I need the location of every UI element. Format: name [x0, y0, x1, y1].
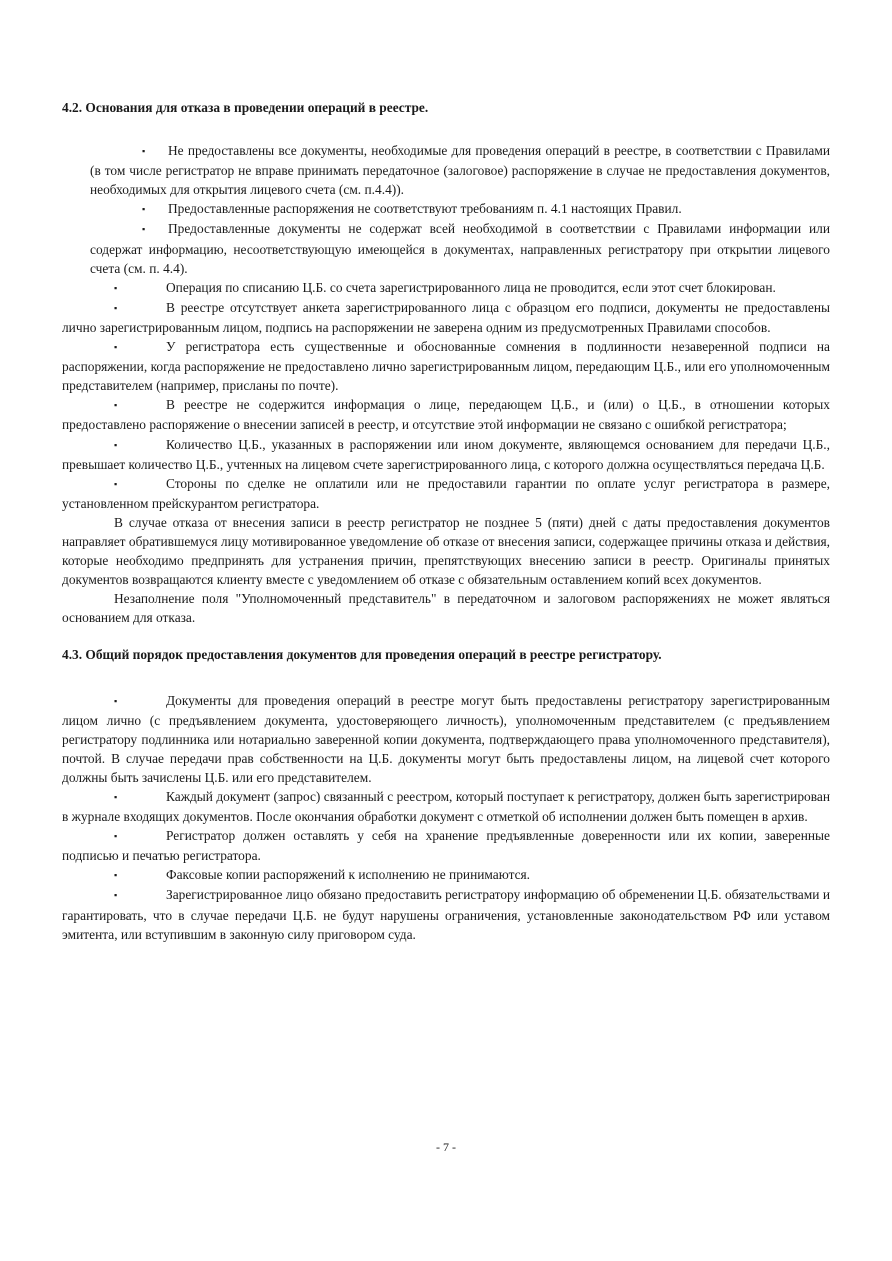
bullet-paragraph [62, 435, 830, 474]
bullet-paragraph [62, 787, 830, 826]
bullet-paragraph [62, 219, 830, 277]
bullet-marker: ▪ [114, 400, 118, 411]
bullet-paragraph [62, 395, 830, 434]
bullet-marker: ▪ [114, 792, 118, 802]
bullet-marker: ▪ [114, 282, 118, 293]
paragraph-text: Количество Ц.Б., указанных в распоряжении или ином документе, являющемся основанием для передачи Ц.Б., превышает количество Ц.Б., учтенных на лицевом счете зарегистрированного лица, с которого должна осуществляться передача Ц.Б. [62, 436, 830, 472]
paragraph-text: Регистратор должен оставлять у себя на хранение предъявленные доверенности или их копии, заверенные подписью и печатью регистратора. [62, 828, 830, 864]
bullet-marker: ▪ [114, 342, 118, 353]
section-heading-4-2: 4.2. Основания для отказа в проведении операций в реестре. [62, 100, 429, 115]
bullet-paragraph [62, 298, 830, 337]
paragraph-text: Стороны по сделке не оплатили или не предоставили гарантии по оплате услуг регистратора в размере, установленном прейскурантом регистратора. [62, 475, 830, 511]
paragraph-text: Документы для проведения операций в реестре могут быть предоставлены регистратору зарегистрированным лицом лично (с предъявлением документа, удостоверяющего личность), уполномоченным представителем (с предъявлением регистратору подлинника или нотариально заверенной копии документа, подтверждающего права уполномоченного представителя), почтой. В случае передачи прав собственности на Ц.Б. документы могут быть предоставлены лицом, на лицевой счет которого должны быть зачислены Ц.Б. или его представителем. [62, 692, 830, 785]
bullet-marker: ▪ [114, 478, 118, 489]
bullet-marker: ▪ [142, 224, 146, 235]
bullet-marker: ▪ [114, 439, 118, 450]
bullet-paragraph [62, 199, 830, 219]
bullet-marker: ▪ [114, 695, 118, 706]
body-paragraph: В случае отказа от внесения записи в реестр регистратор не позднее 5 (пяти) дней с даты предоставления документов направляет обратившемуся лицу мотивированное уведомление об отказе от внесения записи, содержащее причины отказа и действия, которые необходимо предпринять для устранения причин, препятствующих внесению записи в реестр. Оригиналы принятых документов возвращаются клиенту вместе с уведомлением об отказе с обязательным оставлением копий всех документов. [62, 514, 831, 588]
bullet-paragraph [62, 474, 830, 513]
paragraph-text: Факсовые копии распоряжений к исполнению не принимаются. [166, 867, 531, 883]
bullet-paragraph [62, 691, 830, 787]
paragraph-text: У регистратора есть существенные и обоснованные сомнения в подлинности незаверенной подписи на распоряжении, когда распоряжение не предоставлено лично зарегистрированным лицом, передающим Ц.Б., или его уполномоченным представителем (например, присланы по почте). [62, 339, 830, 394]
bullet-paragraph [62, 278, 830, 298]
paragraph-text: Операция по списанию Ц.Б. со счета зарегистрированного лица не проводится, если этот счет блокирован. [166, 279, 776, 295]
paragraph-text: Предоставленные распоряжения не соответствуют требованиям п. 4.1 настоящих Правил. [168, 201, 682, 217]
bullet-marker: ▪ [114, 870, 118, 881]
paragraph-text: Каждый документ (запрос) связанный с реестром, который поступает к регистратору, должен быть зарегистрирован в журнале входящих документов. После окончания обработки документ с отметкой об исполнении должен быть помещен в архив. [62, 789, 830, 825]
paragraph-text: Предоставленные документы не содержат всей необходимой в соответствии с Правилами информации или содержат информацию, несоответствующую имеющейся в документах, направленных регистратору при открытии лицевого счета (см. п. 4.4). [90, 221, 830, 276]
bullet-marker: ▪ [114, 302, 118, 313]
body-paragraph: Незаполнение поля "Уполномоченный представитель" в передаточном и залоговом распоряжениях не может являться основанием для отказа. [62, 591, 830, 626]
page-number: - 7 - [436, 1140, 456, 1154]
bullet-marker: ▪ [114, 831, 118, 842]
section-spacer [62, 627, 830, 645]
paragraph-text: В реестре не содержится информация о лице, передающем Ц.Б., и (или) о Ц.Б., в отношении которых предоставлено распоряжение о внесении записей в реестр, и отсутствие этой информации не связано с ошибкой регистратора; [62, 397, 830, 433]
page-content [62, 98, 830, 944]
paragraph-text: Зарегистрированное лицо обязано предоставить регистратору информацию об обременении Ц.Б. обязательствами и гарантировать, что в случае передачи Ц.Б. не будут нарушены ограничения, установленные законодательством РФ или уставом эмитента, или вступившим в законную силу приговором суда. [62, 887, 830, 942]
bullet-paragraph [62, 885, 830, 943]
paragraph-text: Не предоставлены все документы, необходимые для проведения операций в реестре, в соответствии с Правилами (в том числе регистратор не вправе принимать передаточное (залоговое) распоряжение в случае не предоставления документов, необходимых для открытия лицевого счета (см. п.4.4)). [90, 143, 830, 198]
section-heading-4-3: 4.3. Общий порядок предоставления документов для проведения операций в реестре регистратору. [62, 647, 662, 663]
paragraph-text: В реестре отсутствует анкета зарегистрированного лица с образцом его подписи, документы не предоставлены лично зарегистрированным лицом, подпись на распоряжении не заверена одним из предусмотренных Правилами способов. [62, 299, 830, 335]
bullet-paragraph [62, 337, 830, 395]
bullet-paragraph [62, 826, 830, 865]
bullet-marker: ▪ [114, 890, 118, 901]
bullet-paragraph [62, 865, 830, 885]
bullet-paragraph [62, 141, 830, 199]
bullet-marker: ▪ [142, 146, 146, 157]
bullet-marker: ▪ [142, 204, 146, 215]
